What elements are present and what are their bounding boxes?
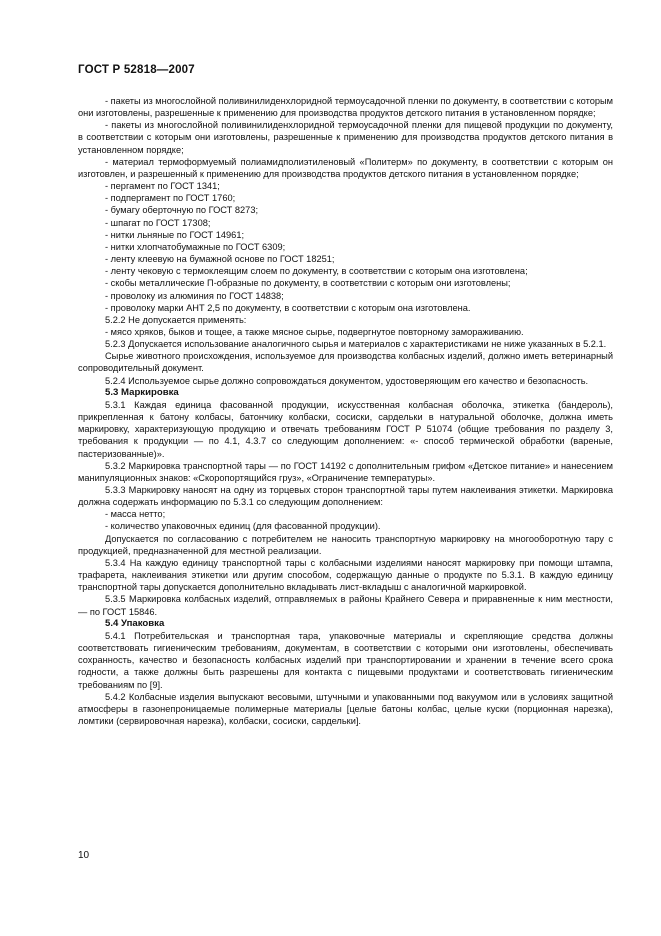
- paragraph: - ленту чековую с термоклеящим слоем по документу, в соответствии с которым она изготовлена;: [105, 266, 528, 277]
- paragraph: - шпагат по ГОСТ 17308;: [105, 217, 211, 228]
- paragraph: Сырье животного происхождения, используемое для производства колбасных изделий, должно иметь ветеринарный сопроводительный документ.: [78, 351, 613, 374]
- paragraph: - пакеты из многослойной поливинилиденхлоридной термоусадочной пленки для пищевой продукции по документу, в соответствии с которым они изготовлены, разрешенные к применению для производства продуктов детского питания в установленном порядке;: [78, 120, 613, 155]
- paragraph: 5.3.2 Маркировка транспортной тары — по ГОСТ 14192 с дополнительным грифом «Детское питание» и нанесением манипуляционных знаков: «Скоропортящийся груз», «Ограничение температуры».: [78, 460, 613, 483]
- paragraph: 5.3.1 Каждая единица фасованной продукции, искусственная колбасная оболочка, этикетка (бандероль), прикрепленная к батону колбасы, батончику колбаски, сосиски, сардельки в натуральной оболочке, должна иметь маркировку, характеризующую продукцию и отвечать требованиям ГОСТ Р 51074 (общие требования по разделу 3, требования к продукции — по 4.1, 4.3.7 со следующим дополнением: «- способ термической обработки (вареные, пастеризованные)».: [78, 399, 613, 459]
- paragraph: - мясо хряков, быков и тощее, а также мясное сырье, подвергнутое повторному замораживанию.: [105, 326, 524, 337]
- paragraph: - подпергамент по ГОСТ 1760;: [105, 193, 236, 204]
- paragraph: - нитки льняные по ГОСТ 14961;: [105, 229, 245, 240]
- section-heading: 5.4 Упаковка: [105, 617, 165, 629]
- paragraph: Допускается по согласованию с потребителем не наносить транспортную маркировку на многооборотную тару с продукцией, предназначенной для местной реализации.: [78, 533, 613, 556]
- paragraph: 5.4.1 Потребительская и транспортная тара, упаковочные материалы и скрепляющие средства должны соответствовать гигиеническим требованиям, документам, в соответствии с которыми они изготовлены, обеспечивать сохранность, качество и безопасность колбасных изделий при транспортировании и хранении в течение всего срока годности, а также должны быть разрешены для контакта с пищевыми продуктами и соответствовать гигиеническим требованиям по [9].: [78, 630, 613, 690]
- document-body: [78, 95, 613, 727]
- page-number: 10: [78, 850, 90, 861]
- paragraph: - проволоку из алюминия по ГОСТ 14838;: [105, 290, 284, 301]
- paragraph: - нитки хлопчатобумажные по ГОСТ 6309;: [105, 241, 286, 252]
- paragraph: 5.3.5 Маркировка колбасных изделий, отправляемых в районы Крайнего Севера и приравненные к ним местности, — по ГОСТ 15846.: [78, 594, 613, 617]
- paragraph: - пакеты из многослойной поливинилиденхлоридной термоусадочной пленки по документу, в соответствии с которым они изготовлены, разрешенные к применению для производства продуктов детского питания в установленном порядке;: [78, 96, 613, 119]
- paragraph: - пергамент по ГОСТ 1341;: [105, 181, 220, 192]
- paragraph: 5.3.4 На каждую единицу транспортной тары с колбасными изделиями наносят маркировку при помощи штампа, трафарета, наклеивания этикетки или другим способом, содержащую данные о продукте по 5.3.1. В каждую единицу транспортной тары допускается дополнительно вкладывать лист-вкладыш с аналогичной маркировкой.: [78, 557, 613, 593]
- paragraph: - проволоку марки АНТ 2,5 по документу, в соответствии с которым она изготовлена.: [105, 302, 471, 313]
- paragraph: 5.2.3 Допускается использование аналогичного сырья и материалов с характеристиками не ниже указанных в 5.2.1.: [105, 339, 607, 350]
- paragraph: 5.3.3 Маркировку наносят на одну из торцевых сторон транспортной тары путем наклеивания этикетки. Маркировка должна содержать информацию по 5.3.1 со следующим дополнением:: [78, 485, 613, 508]
- paragraph: - количество упаковочных единиц (для фасованной продукции).: [105, 521, 381, 532]
- paragraph: 5.2.4 Используемое сырье должно сопровождаться документом, удостоверяющим его качество и безопасность.: [105, 375, 589, 386]
- document-header: ГОСТ Р 52818—2007: [78, 64, 195, 76]
- paragraph: 5.2.2 Не допускается применять:: [105, 314, 247, 325]
- paragraph: - скобы металлические П-образные по документу, в соответствии с которым они изготовлены;: [105, 278, 511, 289]
- paragraph: 5.4.2 Колбасные изделия выпускают весовыми, штучными и упакованными под вакуумом или в условиях защитной атмосферы в газонепроницаемые полимерные материалы [целые батоны колбас, целые куски (порционная нарезка), ломтики (сервировочная нарезка), колбаски, сосиски, сардельки].: [78, 691, 613, 726]
- paragraph: - материал термоформуемый полиамидполиэтиленовый «Политерм» по документу, в соответствии с которым он изготовлен, и разрешенный к применению для производства продуктов детского питания в установленном порядке;: [78, 156, 613, 179]
- paragraph: - масса нетто;: [105, 509, 166, 520]
- paragraph: - бумагу оберточную по ГОСТ 8273;: [105, 205, 259, 216]
- paragraph: - ленту клеевую на бумажной основе по ГОСТ 18251;: [105, 254, 335, 265]
- section-heading: 5.3 Маркировка: [105, 386, 179, 398]
